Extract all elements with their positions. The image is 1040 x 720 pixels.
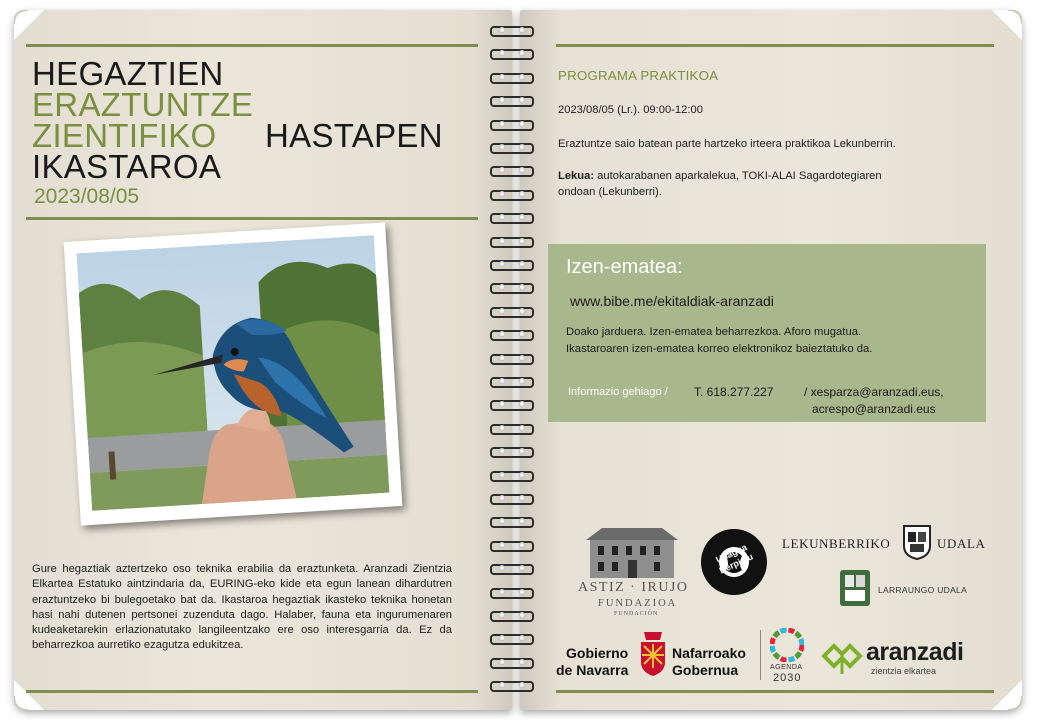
divider [26,690,478,693]
ring-wire [490,611,534,622]
spiral-ring [490,354,548,362]
spiral-ring [490,681,548,689]
spiral-ring [490,471,548,479]
spiral-ring [490,307,548,315]
email-1[interactable]: / xesparza@aranzadi.eus, [804,385,944,399]
ring-hole [519,355,525,361]
page-curl-icon [992,10,1022,40]
spiral-ring [490,260,548,268]
spiral-ring [490,564,548,572]
ring-wire [490,400,534,411]
spiral-ring [490,588,548,596]
larraun-label: LARRAUNGO UDALA [878,585,968,595]
ring-hole [499,589,505,595]
spiral-ring [490,424,548,432]
ring-hole [519,261,525,267]
divider [26,217,478,220]
ring-wire [490,26,534,37]
spiral-ring [490,283,548,291]
spiral-ring [490,447,548,455]
ring-hole [519,144,525,150]
astiz-irujo-building-icon [582,524,682,578]
ring-hole [499,191,505,197]
ring-hole [519,121,525,127]
ring-wire [490,471,534,482]
udala-label: UDALA [937,536,986,551]
phone: T. 618.277.227 [694,385,774,399]
larraun-shield-icon [838,568,872,608]
divider [556,690,994,693]
spiral-ring [490,190,548,198]
ring-hole [519,74,525,80]
logo-separator [760,630,761,680]
ubagua-label: Ubagua Berpiztu [714,542,755,576]
ring-wire [490,283,534,294]
spiral-ring [490,143,548,151]
ring-wire [490,190,534,201]
info-label: Informazio gehiago / [568,386,668,398]
location-text: autokarabanen aparkalekua, TOKI-ALAI Sagardotegiaren [594,170,882,182]
ring-hole [499,261,505,267]
location-text-2: ondoan (Lekunberri). [558,186,662,198]
gobierno-text-2: de Navarra [556,662,629,678]
ring-hole [499,612,505,618]
spiral-ring [490,611,548,619]
navarra-coat-of-arms-icon [638,628,668,678]
ring-hole [519,495,525,501]
ring-hole [519,27,525,33]
kingfisher-photo [76,235,389,511]
page-curl-icon [992,680,1022,710]
page-curl-icon [14,680,44,710]
spiral-ring [490,377,548,385]
ring-wire [490,517,534,528]
aranzadi-leaf-icon [820,634,864,678]
ring-wire [490,658,534,669]
aranzadi-sub-text: zientzia elkartea [871,666,937,676]
spiral-ring [490,400,548,408]
astiz-irujo-name: ASTIZ · IRUJO [578,580,689,595]
ring-hole [519,238,525,244]
course-title-line-1: HEGAZTIEN [32,55,224,92]
ring-hole [519,191,525,197]
email-2[interactable]: acrespo@aranzadi.eus [812,402,936,416]
ring-wire [490,330,534,341]
spiral-ring [490,494,548,502]
lekunberri-label: LEKUNBERRIKO [782,536,891,551]
section-title: PROGRAMA PRAKTIKOA [558,68,719,83]
spiral-ring [490,73,548,81]
ring-hole [519,472,525,478]
location [558,168,958,200]
registration-url[interactable]: www.bibe.me/ekitaldiak-aranzadi [570,293,774,309]
page-curl-icon [14,10,44,40]
gobierno-text-1: Gobierno [566,645,629,661]
ring-hole [519,612,525,618]
ring-wire [490,541,534,552]
course-title-line-4: IKASTAROA [32,148,222,185]
agenda-label: AGENDA [770,664,803,671]
ring-hole [499,27,505,33]
ring-hole [499,144,505,150]
ring-hole [519,542,525,548]
ring-wire [490,143,534,154]
ring-wire [490,237,534,248]
ring-wire [490,120,534,131]
ring-wire [490,96,534,107]
divider [556,44,994,47]
ring-hole [499,542,505,548]
course-title-line-3b: HASTAPEN [265,117,443,154]
nafarroako-text-2: Gobernua [672,662,739,678]
ring-hole [499,378,505,384]
astiz-irujo-sub2: FUNDACIÓN [614,611,659,617]
spiral-ring [490,120,548,128]
ring-wire [490,447,534,458]
ring-wire [490,354,534,365]
ring-hole [499,659,505,665]
ring-wire [490,49,534,60]
course-date: 2023/08/05 [34,185,140,208]
ring-hole [499,121,505,127]
course-title-line-3: ZIENTIFIKO [32,117,217,154]
ring-hole [519,378,525,384]
astiz-irujo-sub: FUNDAZIOA [598,598,678,609]
spiral-ring [490,237,548,245]
spiral-ring [490,213,548,221]
ring-wire [490,166,534,177]
spiral-ring [490,541,548,549]
course-title-line-2: ERAZTUNTZE [32,86,254,123]
ring-wire [490,424,534,435]
spiral-ring [490,517,548,525]
ring-hole [499,425,505,431]
spiral-ring [490,49,548,57]
ring-hole [499,472,505,478]
ring-hole [519,425,525,431]
ring-wire [490,307,534,318]
spiral-ring [490,330,548,338]
ring-wire [490,213,534,224]
registration-box [548,244,986,422]
ring-hole [499,495,505,501]
spiral-ring [490,26,548,34]
ring-wire [490,260,534,271]
ring-wire [490,73,534,84]
registration-heading: Izen-ematea: [566,256,683,278]
ring-hole [519,308,525,314]
ring-wire [490,681,534,692]
ring-wire [490,494,534,505]
divider [26,44,478,47]
spiral-ring [490,166,548,174]
spiral-ring [490,634,548,642]
ring-wire [490,377,534,388]
agenda-2030-wheel-icon [770,628,804,662]
ring-hole [499,74,505,80]
ring-hole [499,308,505,314]
aranzadi-logo-text: aranzadi [866,638,964,666]
nafarroako-text-1: Nafarroako [672,645,746,661]
ring-hole [519,589,525,595]
ring-hole [499,355,505,361]
registration-note-1: Doako jarduera. Izen-ematea beharrezkoa. Aforo mugatua. [566,326,862,338]
ring-hole [519,659,525,665]
agenda-year: 2030 [773,672,802,684]
ring-wire [490,634,534,645]
ring-wire [490,588,534,599]
location-label: Lekua: [558,170,595,182]
lekunberri-shield-icon [902,524,932,560]
course-description: Gure hegaztiak aztertzeko oso teknika erabilia da eraztunketa. Aranzadi Zientzia Elkartea Estatuko aintzindaria da, EURING-eko kide eta egun lanean dihardutren eraztuntzeko bi bulegoetako bat da. Ikastaroa hegaztiak ikasteko teknika honetan hasi nahi dutenen pertsonei zuzenduta dago. Halaber, fauna eta ingurumenaren kudeaketarekin erlazionatutako langileentzako ere oso interesgarria da. Ez da beharrezkoa aurretiko ezagutza edukitzea. [32,563,452,652]
registration-note-2: Ikastaroaren izen-ematea korreo elektronikoz baieztatuko da. [566,343,873,355]
ring-hole [499,238,505,244]
spiral-ring [490,96,548,104]
photo-frame [64,222,403,525]
ring-wire [490,564,534,575]
activity: Eraztuntze saio batean parte hartzeko irteera praktikoa Lekunberrin. [558,138,896,150]
schedule: 2023/08/05 (Lr.). 09:00-12:00 [558,104,703,116]
spiral-ring [490,658,548,666]
